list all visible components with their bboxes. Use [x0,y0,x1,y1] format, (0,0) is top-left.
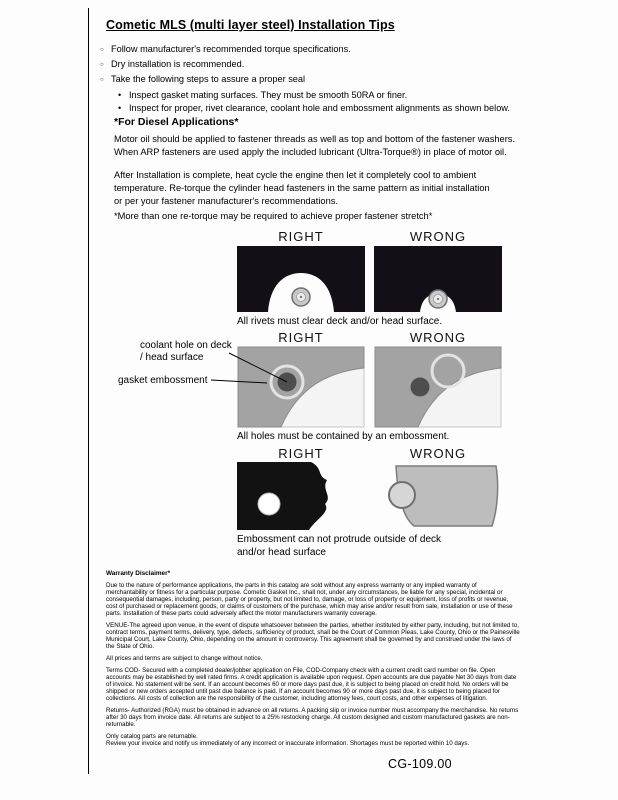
rivets-wrong-label: WRONG [409,229,467,244]
coolant-hole-wrong-diagram [374,346,502,428]
holes-wrong-label: WRONG [409,330,467,345]
holes-caption: All holes must be contained by an embossment. [237,431,450,442]
list-item [100,58,570,73]
diesel-paragraph-1 [114,133,554,159]
circle-bullet-icon [100,43,111,58]
coolant-hole-right-diagram [237,346,365,428]
list-item-text: Inspect gasket mating surfaces. They must be smooth 50RA or finer. [129,89,408,100]
list-item-text: Take the following steps to assure a proper seal [111,74,306,85]
page-code: CG-109.00 [388,757,452,771]
list-item-text: Follow manufacturer's recommended torque specifications. [111,44,351,54]
sub-list-item [100,89,570,102]
warranty-paragraph: VENUE-The agreed upon venue, in the event of dispute whatsoever between the parties, whether instituted by either party, including, but not limited to, contract terms, payment terms, delivery, type, defects, sufficiency of product, shall be the Court of Common Pleas, Lake County, Ohio or the Painesville Municipal Court, Lake County, Ohio, depending on the amount in controversy. This agreement shall be governed by and construed under the laws of the State of Ohio. [106,622,520,650]
left-margin-rule [88,8,89,774]
paragraph-line: Motor oil should be applied to fastener threads as well as top and bottom of the fastener washers. [114,134,516,144]
embossment-wrong-diagram [374,462,502,530]
tips-list [100,43,570,115]
circle-bullet-icon [100,73,111,88]
warranty-paragraph: Terms COD- Secured with a completed dealer/jobber application on File, COD-Company check with a current credit card number on file. Open accounts may be established by well rated firms. A credit application is available upon request. Open accounts are due payable Net 30 days from date of invoice. No statement will be sent. If an account becomes 60 or more days past due, it is subject to being placed on credit hold. No orders will be shipped or new orders accepted until past due balance is paid. If an account becomes 90 or more days past due, it is subject to being placed for collections. All costs of collection are the responsibility of the customer, including attorney fees, court costs, and other expenses of litigation. [106,667,517,702]
embossment-caption: Embossment can not protrude outside of deck and/or head surface [237,534,442,558]
warranty-paragraph: Returns- Authorized (RGA) must be obtained in advance on all returns. A packing slip or invoice number must accompany the merchandise. No returns after 30 days from invoice date. All returns are subject to a 25% restocking charge. All custom designed and custom manufactured gaskets are non-returnable. [106,707,519,728]
list-item-text: Dry installation is recommended. [111,59,245,70]
list-item [100,43,570,58]
rivets-right-label: RIGHT [278,229,324,244]
paragraph-line: When ARP fasteners are used apply the included lubricant (Ultra-Torque®) in place of motor oil. [114,147,507,157]
dot-bullet-icon [118,102,129,115]
rivet-clearance-right-diagram [237,246,365,312]
warranty-paragraph: All prices and terms are subject to change without notice. [106,655,263,662]
diesel-applications-heading: *For Diesel Applications* [114,116,239,128]
paragraph-line: After Installation is complete, heat cycle the engine then let it completely cool to ambient [114,170,477,180]
holes-right-label: RIGHT [278,330,324,345]
warranty-heading: Warranty Disclaimer* [106,570,171,577]
embossment-wrong-label: WRONG [409,446,467,461]
page-title: Cometic MLS (multi layer steel) Installation Tips [106,18,395,32]
warranty-paragraph: Review your invoice and notify us immediately of any incorrect or inaccurate information. Shortages must be reported within 10 days. [106,740,470,747]
rivets-caption: All rivets must clear deck and/or head surface. [237,316,443,327]
paragraph-line: or per your fastener manufacturer's recommendations. [114,196,338,206]
circle-bullet-icon [100,58,111,73]
warranty-paragraph: Only catalog parts are returnable. [106,733,198,740]
list-item-text: Inspect for proper, rivet clearance, coolant hole and embossment alignments as shown below. [129,102,510,113]
gasket-embossment-annotation: gasket embossment [118,375,208,386]
paragraph-line: temperature. Re-torque the cylinder head fasteners in the same pattern as initial installation [114,183,490,193]
dot-bullet-icon [118,89,129,102]
diesel-paragraph-2 [114,169,554,208]
warranty-section [106,570,520,747]
coolant-hole-annotation: coolant hole on deck / head surface [140,340,232,363]
retorque-note: *More than one re-torque may be required to achieve proper fastener stretch* [114,211,433,221]
warranty-paragraph: Due to the nature of performance applications, the parts in this catalog are sold without any express warranty or any implied warranty of merchantability or fitness for a particular purpose. Cometic Gasket Inc., shall not, under any circumstances, be liable for any special, incidental or consequential damages, including, person, party or property, but not limited to, damage, or loss of property or equipment, loss of profits or revenue, cost of purchased or replacement goods, or claims of customers of the purchase, which may arise and/or result from sale, installation or use of these parts. Installation of these parts could adversely affect the motor manufacturers warranty coverage. [106,582,513,617]
embossment-right-label: RIGHT [278,446,324,461]
rivet-clearance-wrong-diagram [374,246,502,312]
embossment-right-diagram [237,462,365,530]
list-item [100,73,570,88]
sub-list-item [100,102,570,115]
